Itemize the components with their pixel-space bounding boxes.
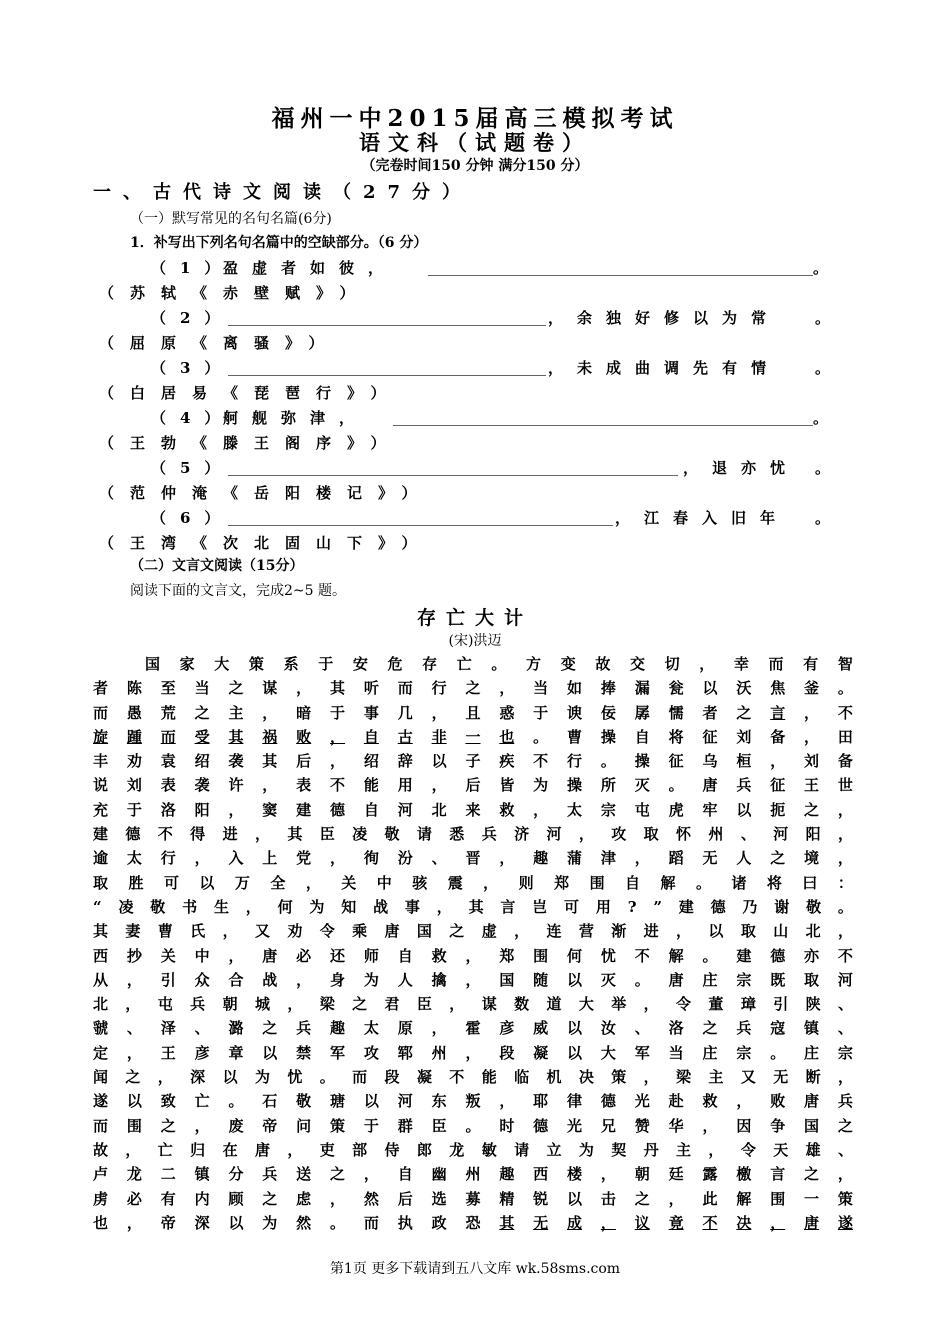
item-given-text: 舸舰弥津， (223, 409, 369, 427)
fill-item-3 (93, 355, 830, 379)
reading-instructions: 阅读下面的文言文，完成2~5 题。 (130, 583, 346, 599)
classic-author: (宋)洪迈 (448, 633, 502, 649)
classic-passage (93, 652, 853, 1235)
passage-line: 其 妻 曹 氏 ， 又 劝 令 乘 唐 国 之 虚 ， 连 营 渐 进 ， 以 取 山 北 ， (93, 922, 853, 941)
item-end-punct: 。 (813, 409, 829, 427)
item-number: （2） (151, 309, 234, 327)
fill-item-source (93, 330, 830, 354)
classic-title: 存亡大计 (416, 607, 533, 629)
passage-line: 国 家 大 策 系 于 安 危 存 亡 。 方 变 故 交 切 ， 幸 而 有 智 (145, 655, 853, 673)
passage-line: 从 ， 引 众 合 战 ， 身 为 人 擒 ， 国 随 以 灭 。 唐 庄 宗 既 取 河 (93, 970, 853, 989)
answer-blank[interactable] (428, 275, 813, 276)
passage-line: 北 ， 屯 兵 朝 城 ， 梁 之 君 臣 ， 谋 数 道 大 举 ， 令 董 璋 引 陕 、 (93, 995, 853, 1014)
item-given-text: ，余独好修以为常 (548, 309, 781, 327)
passage-line: 而 愚 荒 之 主 ， 暗 于 事 几 ， 且 惑 于 谀 佞 孱 懦 者 之 言 ， 不 (93, 703, 853, 722)
answer-blank[interactable] (228, 525, 613, 526)
item-given-text: ，江春入旧年 (615, 509, 790, 527)
passage-line: 说 刘 表 袭 许 ， 表 不 能 用 ， 后 皆 为 操 所 灭 。 唐 兵 征 王 世 (93, 776, 853, 795)
item-number: （1） (151, 259, 234, 277)
item-end-punct: 。 (815, 459, 831, 477)
passage-line: 旋 踵 而 受 其 祸 败 ， 自 古 非 一 也 。 曹 操 自 将 征 刘 备 ， 田 (93, 727, 853, 746)
fill-item-6 (93, 505, 830, 529)
fill-item-source (93, 480, 830, 504)
fill-item-1 (93, 255, 830, 279)
item-number: （5） (151, 459, 234, 477)
item-source: （王湾《次北固山下》） (99, 534, 433, 552)
item-end-punct: 。 (815, 509, 831, 527)
fill-item-source (93, 530, 830, 554)
passage-line: “ 凌 敬 书 生 ， 何 为 知 战 事 ， 其 言 岂 可 用 ? ” 建 德 乃 谢 敬 。 (93, 897, 853, 916)
item-source: （白居易《琵琶行》） (99, 384, 402, 402)
answer-blank[interactable] (228, 325, 546, 326)
passage-line: 也 ， 帝 深 以 为 然 。 而 执 政 恐 其 无 成 ， 议 竟 不 决 ， 唐 遂 (93, 1213, 853, 1232)
fill-item-source (93, 430, 830, 454)
answer-blank[interactable] (393, 425, 813, 426)
item-number: （6） (151, 509, 234, 527)
fill-item-source (93, 280, 830, 304)
item-given-text: ，未成曲调先有情 (548, 359, 781, 377)
passage-line: 定 ， 王 彦 章 以 禁 军 攻 郓 州 ， 段 凝 以 大 军 当 庄 宗 。 庄 宗 (93, 1043, 853, 1062)
passage-line: 而 围 之 ， 废 帝 问 策 于 群 臣 。 时 德 光 兄 赞 华 ， 因 争 国 之 (93, 1116, 853, 1135)
passage-line: 虏 必 有 内 顾 之 虑 ， 然 后 选 募 精 锐 以 击 之 ， 此 解 围 一 策 (93, 1189, 853, 1208)
item-source: （范仲淹《岳阳楼记》） (99, 484, 433, 502)
part1-heading: （一）默写常见的名句名篇(6分) (130, 211, 332, 227)
answer-blank[interactable] (228, 375, 546, 376)
passage-line: 卢 龙 二 镇 分 兵 送 之 ， 自 幽 州 趣 西 楼 ， 朝 廷 露 檄 言 之 ， (93, 1165, 853, 1184)
fill-item-source (93, 380, 830, 404)
exam-title: 福州一中2015届高三模拟考试 (271, 105, 679, 132)
passage-line: 遂 以 致 亡 。 石 敬 瑭 以 河 东 叛 ， 耶 律 德 光 赴 救 ， 败 唐 兵 (93, 1092, 853, 1111)
item-number: （4） (151, 409, 234, 427)
passage-line: 丰 劝 袁 绍 袭 其 后 ， 绍 辞 以 子 疾 不 行 。 操 征 乌 桓 ， 刘 备 (93, 752, 853, 771)
question-1: 1．补写出下列名句名篇中的空缺部分。（6 分） (130, 235, 428, 251)
item-number: （3） (151, 359, 234, 377)
item-end-punct: 。 (815, 359, 831, 377)
fill-item-4 (93, 405, 830, 429)
page-footer: 第1页 更多下载请到五八文库 wk.58sms.com (329, 1261, 621, 1277)
time-note: （完卷时间150 分钟 满分150 分） (361, 158, 589, 174)
item-source: （苏轼《赤壁赋》） (99, 284, 371, 302)
passage-line: 建 德 不 得 进 ， 其 臣 凌 敬 请 悉 兵 济 河 ， 攻 取 怀 州 、 河 阳 ， (93, 825, 853, 844)
passage-line: 故 ， 亡 归 在 唐 ， 吏 部 侍 郎 龙 敏 请 立 为 契 丹 主 ， 令 天 雄 、 (93, 1140, 853, 1159)
passage-line: 取 胜 可 以 万 全 ， 关 中 骇 震 ， 则 郑 围 自 解 。 诸 将 曰 ： (93, 873, 853, 892)
item-source: （王勃《滕王阁序》） (99, 434, 402, 452)
fill-item-5 (93, 455, 830, 479)
exam-subtitle: 语文科（试题卷） (359, 130, 591, 155)
fill-item-2 (93, 305, 830, 329)
passage-line: 充 于 洛 阳 ， 窦 建 德 自 河 北 来 救 ， 太 宗 屯 虎 牢 以 扼 之 ， (93, 800, 853, 819)
item-source: （屈原《离骚》） (99, 334, 340, 352)
part2-heading: （二）文言文阅读（15分） (130, 558, 304, 574)
item-given-text: ，退亦忧 (683, 459, 800, 477)
section-heading: 一、古代诗文阅读（27分） (93, 182, 473, 203)
item-end-punct: 。 (813, 259, 829, 277)
passage-line: 逾 太 行 ， 入 上 党 ， 徇 汾 、 晋 ， 趣 蒲 津 ， 蹈 无 人 之 境 ， (93, 849, 853, 868)
passage-line: 者 陈 至 当 之 谋 ， 其 听 而 行 之 ， 当 如 捧 漏 瓮 以 沃 焦 釜 。 (93, 679, 853, 698)
passage-line: 虢 、 泽 、 潞 之 兵 趣 太 原 ， 霍 彦 威 以 汝 、 洛 之 兵 寇 镇 、 (93, 1019, 853, 1038)
passage-line: 闻 之 ， 深 以 为 忧 。 而 段 凝 不 能 临 机 决 策 ， 梁 主 又 无 断 ， (93, 1068, 853, 1087)
item-end-punct: 。 (815, 309, 831, 327)
item-given-text: 盈虚者如彼， (223, 259, 398, 277)
answer-blank[interactable] (228, 475, 678, 476)
passage-line: 西 抄 关 中 ， 唐 必 还 师 自 救 ， 郑 围 何 忧 不 解 。 建 德 亦 不 (93, 946, 853, 965)
